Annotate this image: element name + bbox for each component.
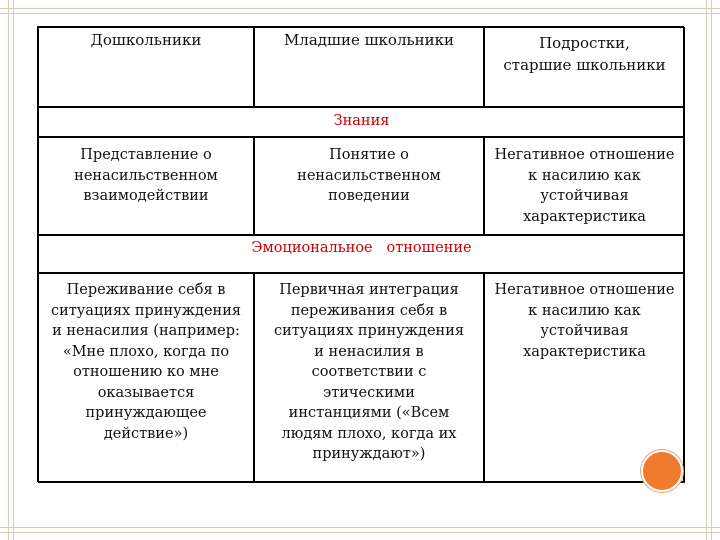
slide-frame-line-left-inner xyxy=(13,0,14,540)
emotion-cell-junior-schoolchildren: Первичная интеграция переживания себя в ситуациях принуждения и ненасилия в соответствии с этическими инстанциями («Всем людям плохо, когда их принуждают») xyxy=(254,273,484,483)
slide-frame-line-right-inner xyxy=(706,0,707,540)
decorative-orange-circle xyxy=(641,450,683,492)
knowledge-cell-teenagers: Негативное отношение к насилию как устойчивая характеристика xyxy=(484,137,685,235)
section-title-emotional-attitude: Эмоциональное отношение xyxy=(38,235,685,273)
column-header-teenagers: Подростки, старшие школьники xyxy=(484,27,685,107)
column-header-junior-schoolchildren: Младшие школьники xyxy=(254,27,484,107)
emotion-cell-teenagers: Негативное отношение к насилию как устойчивая характеристика xyxy=(484,273,685,483)
section-title-knowledge: Знания xyxy=(38,107,685,137)
slide-frame-line-bottom-inner xyxy=(0,527,720,528)
slide-frame-line-right-outer xyxy=(711,0,712,540)
slide-frame-line-top-outer xyxy=(0,8,720,9)
column-header-preschoolers: Дошкольники xyxy=(38,27,254,107)
knowledge-cell-preschoolers: Представление о ненасильственном взаимодействии xyxy=(38,137,254,235)
knowledge-cell-junior-schoolchildren: Понятие о ненасильственном поведении xyxy=(254,137,484,235)
slide-frame-line-bottom-outer xyxy=(0,532,720,533)
slide-frame-line-left-outer xyxy=(8,0,9,540)
emotion-cell-preschoolers: Переживание себя в ситуациях принуждения и ненасилия (например: «Мне плохо, когда по отношению ко мне оказывается принуждающее действие») xyxy=(38,273,254,483)
comparison-table xyxy=(37,26,684,482)
slide-frame-line-top-inner xyxy=(0,13,720,14)
